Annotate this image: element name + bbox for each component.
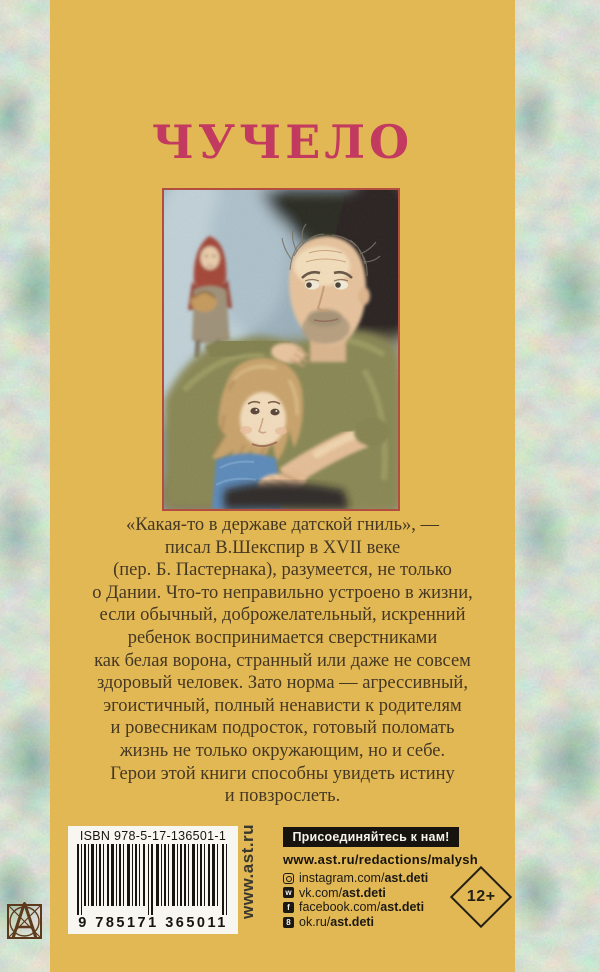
age-rating-label: 12+ (466, 887, 496, 905)
book-title: ЧУЧЕЛО (151, 115, 414, 169)
annotation-line: Герои этой книги способны увидеть истину (110, 763, 455, 784)
annotation-line: здоровый человек. Зато норма — агрессивный, (97, 673, 468, 694)
social-handle: ast.deti (380, 900, 425, 915)
age-rating-badge (450, 866, 512, 928)
publisher-logo-icon (6, 901, 44, 941)
annotation-line: если обычный, доброжелательный, искренний (99, 605, 466, 626)
social-url: facebook.com/ (299, 900, 381, 915)
annotation-line: о Дании. Что-то неправильно устроено в жизни, (92, 582, 473, 603)
isbn-label: ISBN 978-5-17-136501-1 (79, 829, 227, 843)
barcode-block (68, 826, 238, 934)
annotation-line: писал В.Шекспир в XVII веке (164, 537, 401, 558)
annotation-line: «Какая-то в державе датской гниль», — (125, 515, 440, 535)
social-handle: ast.deti (342, 885, 386, 900)
social-handle: ast.deti (330, 915, 375, 930)
social-url: vk.com/ (299, 885, 343, 900)
barcode-digits: 9 785171 365011 (68, 915, 238, 931)
ok-icon: 8 (283, 917, 294, 928)
annotation-line: и ровесникам подросток, готовый поломать (110, 718, 455, 739)
facebook-icon: f (283, 902, 294, 913)
texture-strip-right (515, 0, 600, 972)
texture-teal-spots (0, 0, 50, 972)
barcode-icon (77, 844, 229, 916)
social-row-facebook (283, 900, 428, 915)
social-url: instagram.com/ (299, 871, 385, 886)
annotation-text (55, 514, 510, 808)
instagram-icon (283, 873, 294, 884)
annotation-line: ребенок воспринимается сверстниками (127, 627, 438, 648)
annotation-line: (пер. Б. Пастернака), разумеется, не только (113, 560, 452, 581)
publisher-site-vertical: www.ast.ru (238, 823, 257, 919)
social-handle: ast.deti (384, 871, 429, 886)
social-row-ok (283, 915, 428, 930)
redaction-url: www.ast.ru/redactions/malysh (283, 852, 479, 867)
annotation-line: жизнь не только окружающим, но и себе. (119, 740, 446, 761)
vk-icon: w (283, 887, 294, 898)
annotation-line: эгоистичный, полный ненависти к родителям (103, 695, 462, 716)
texture-teal-spots (515, 0, 600, 972)
social-row-vk (283, 886, 428, 901)
texture-strip-left (0, 0, 50, 972)
social-url: ok.ru/ (299, 915, 331, 930)
annotation-line: как белая ворона, странный или даже не совсем (94, 650, 471, 671)
social-links (283, 871, 428, 929)
join-banner: Присоединяйтесь к нам! (283, 827, 459, 847)
social-row-instagram (283, 871, 428, 886)
annotation-line: и повзрослеть. (224, 786, 341, 807)
cover-illustration (162, 188, 400, 511)
